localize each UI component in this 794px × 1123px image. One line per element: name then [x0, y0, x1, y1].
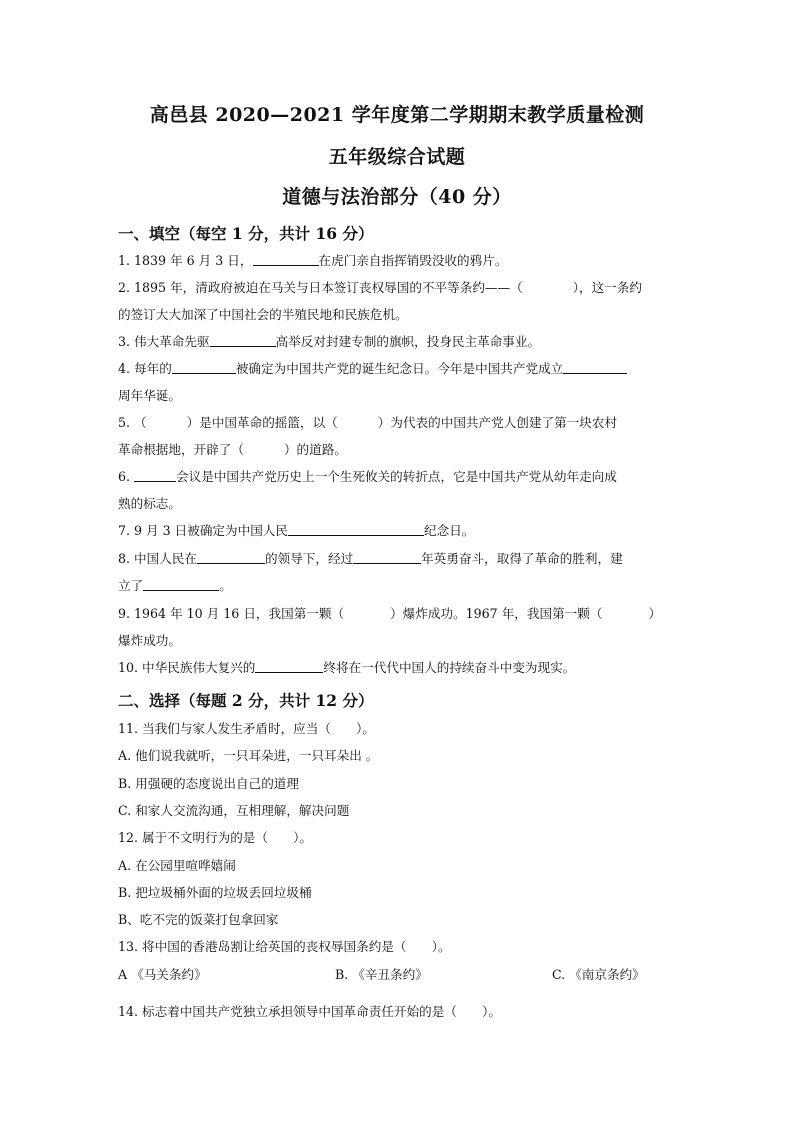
- q7-text-a: 7. 9 月 3 日被确定为中国人民: [118, 523, 288, 538]
- q11-option-a[interactable]: A. 他们说我就听，一只耳朵进，一只耳朵出 。: [118, 748, 379, 763]
- answer-blank[interactable]: [172, 361, 236, 374]
- q2-text-a: 2. 1895 年，清政府被迫在马关与日本签订丧权辱国的不平等条约——（: [118, 280, 523, 295]
- question-9: [118, 605, 661, 623]
- q3-text-a: 3. 伟大革命先驱: [118, 334, 210, 349]
- q3-text-b: 高举反对封建专制的旗帜，投身民主革命事业。: [275, 334, 541, 349]
- question-6: [118, 468, 617, 486]
- q12-option-b[interactable]: B. 把垃圾桶外面的垃圾丢回垃圾桶: [118, 885, 312, 900]
- section-choice-heading: 二、选择（每题 2 分，共计 12 分）: [118, 691, 374, 710]
- q2-text-b: ），这一条约: [572, 280, 642, 295]
- question-10: [118, 659, 575, 677]
- answer-blank[interactable]: [563, 361, 627, 374]
- answer-blank[interactable]: [197, 551, 265, 564]
- question-4: [118, 360, 627, 378]
- q8-text-l2b: 。: [219, 578, 232, 593]
- q9-text-b: ）爆炸成功。1967 年，我国第一颗（: [390, 606, 603, 621]
- question-13: 13. 将中国的香港岛割让给英国的丧权辱国条约是（ ）。: [118, 939, 451, 954]
- exam-title: 高邑县 2020—2021 学年度第二学期期末教学质量检测: [149, 104, 645, 126]
- q8-text-l2a: 立了: [118, 578, 144, 593]
- q9-text-c: ）: [648, 606, 662, 621]
- question-5: [118, 414, 617, 432]
- answer-blank[interactable]: [353, 551, 421, 564]
- q5-text-l2a: 革命根据地，开辟了（: [118, 442, 244, 457]
- answer-blank[interactable]: [143, 578, 219, 591]
- q5-text-b: ）是中国革命的摇篮，以（: [186, 415, 338, 430]
- answer-blank[interactable]: [134, 469, 176, 482]
- q6-text-b: 会议是中国共产党历史上一个生死攸关的转折点，它是中国共产党从幼年走向成: [176, 469, 617, 484]
- question-6-line2: 熟的标志。: [118, 496, 181, 511]
- q13-option-b[interactable]: B. 《辛丑条约》: [335, 967, 428, 982]
- q8-text-c: 年英勇奋斗，取得了革命的胜利，建: [421, 551, 623, 566]
- q9-text-a: 9. 1964 年 10 月 16 日，我国第一颗（: [118, 606, 345, 621]
- q10-text-a: 10. 中华民族伟大复兴的: [118, 660, 256, 675]
- q8-text-b: 的领导下，经过: [265, 551, 354, 566]
- question-2: [118, 279, 642, 297]
- q7-text-b: 纪念日。: [424, 523, 475, 538]
- q5-text-l2b: ）的道路。: [283, 442, 347, 457]
- section-part-title: 道德与法治部分（40 分）: [282, 186, 512, 208]
- question-12: 12. 属于不文明行为的是（ ）。: [118, 830, 313, 845]
- question-11: 11. 当我们与家人发生矛盾时，应当（ ）。: [118, 721, 376, 736]
- q11-option-b[interactable]: B. 用强硬的态度说出自己的道理: [118, 776, 299, 791]
- question-3: [118, 333, 540, 351]
- q5-text-c: ）为代表的中国共产党人创建了第一块农村: [377, 415, 618, 430]
- q4-text-a: 4. 每年的: [118, 361, 172, 376]
- question-9-line2: 爆炸成功。: [118, 633, 181, 648]
- q10-text-b: 终将在一代代中国人的持续奋斗中变为现实。: [323, 660, 576, 675]
- question-4-line2: 周年华诞。: [118, 388, 181, 403]
- question-7: [118, 522, 474, 540]
- answer-blank[interactable]: [210, 334, 276, 347]
- q13-option-c[interactable]: C. 《南京条约》: [552, 967, 645, 982]
- answer-blank[interactable]: [255, 660, 323, 673]
- section-fill-heading: 一、填空（每空 1 分，共计 16 分）: [118, 224, 374, 243]
- question-1: [118, 252, 507, 270]
- q4-text-b: 被确定为中国共产党的诞生纪念日。今年是中国共产党成立: [235, 361, 564, 376]
- q5-text-a: 5. （: [118, 415, 147, 430]
- question-2-line2: 的签订大大加深了中国社会的半殖民地和民族危机。: [118, 307, 408, 322]
- answer-blank[interactable]: [253, 253, 319, 266]
- q1-text-b: 在虎门亲自指挥销毁没收的鸦片。: [318, 253, 508, 268]
- q1-text-a: 1. 1839 年 6 月 3 日，: [118, 253, 253, 268]
- question-8: [118, 550, 623, 568]
- question-14: 14. 标志着中国共产党独立承担领导中国革命责任开始的是（ ）。: [118, 1004, 501, 1019]
- exam-subtitle: 五年级综合试题: [328, 146, 466, 168]
- q12-option-a[interactable]: A. 在公园里喧哗嬉闹: [118, 858, 236, 873]
- q11-option-c[interactable]: C. 和家人交流沟通，互相理解，解决问题: [118, 803, 350, 818]
- question-5-line2: [118, 441, 347, 459]
- q6-text-a: 6.: [118, 469, 135, 484]
- q8-text-a: 8. 中国人民在: [118, 551, 197, 566]
- question-8-line2: [118, 577, 232, 595]
- q12-option-c[interactable]: B、吃不完的饭菜打包拿回家: [118, 912, 279, 927]
- q13-option-a[interactable]: A 《马关条约》: [118, 967, 207, 982]
- answer-blank[interactable]: [288, 523, 424, 536]
